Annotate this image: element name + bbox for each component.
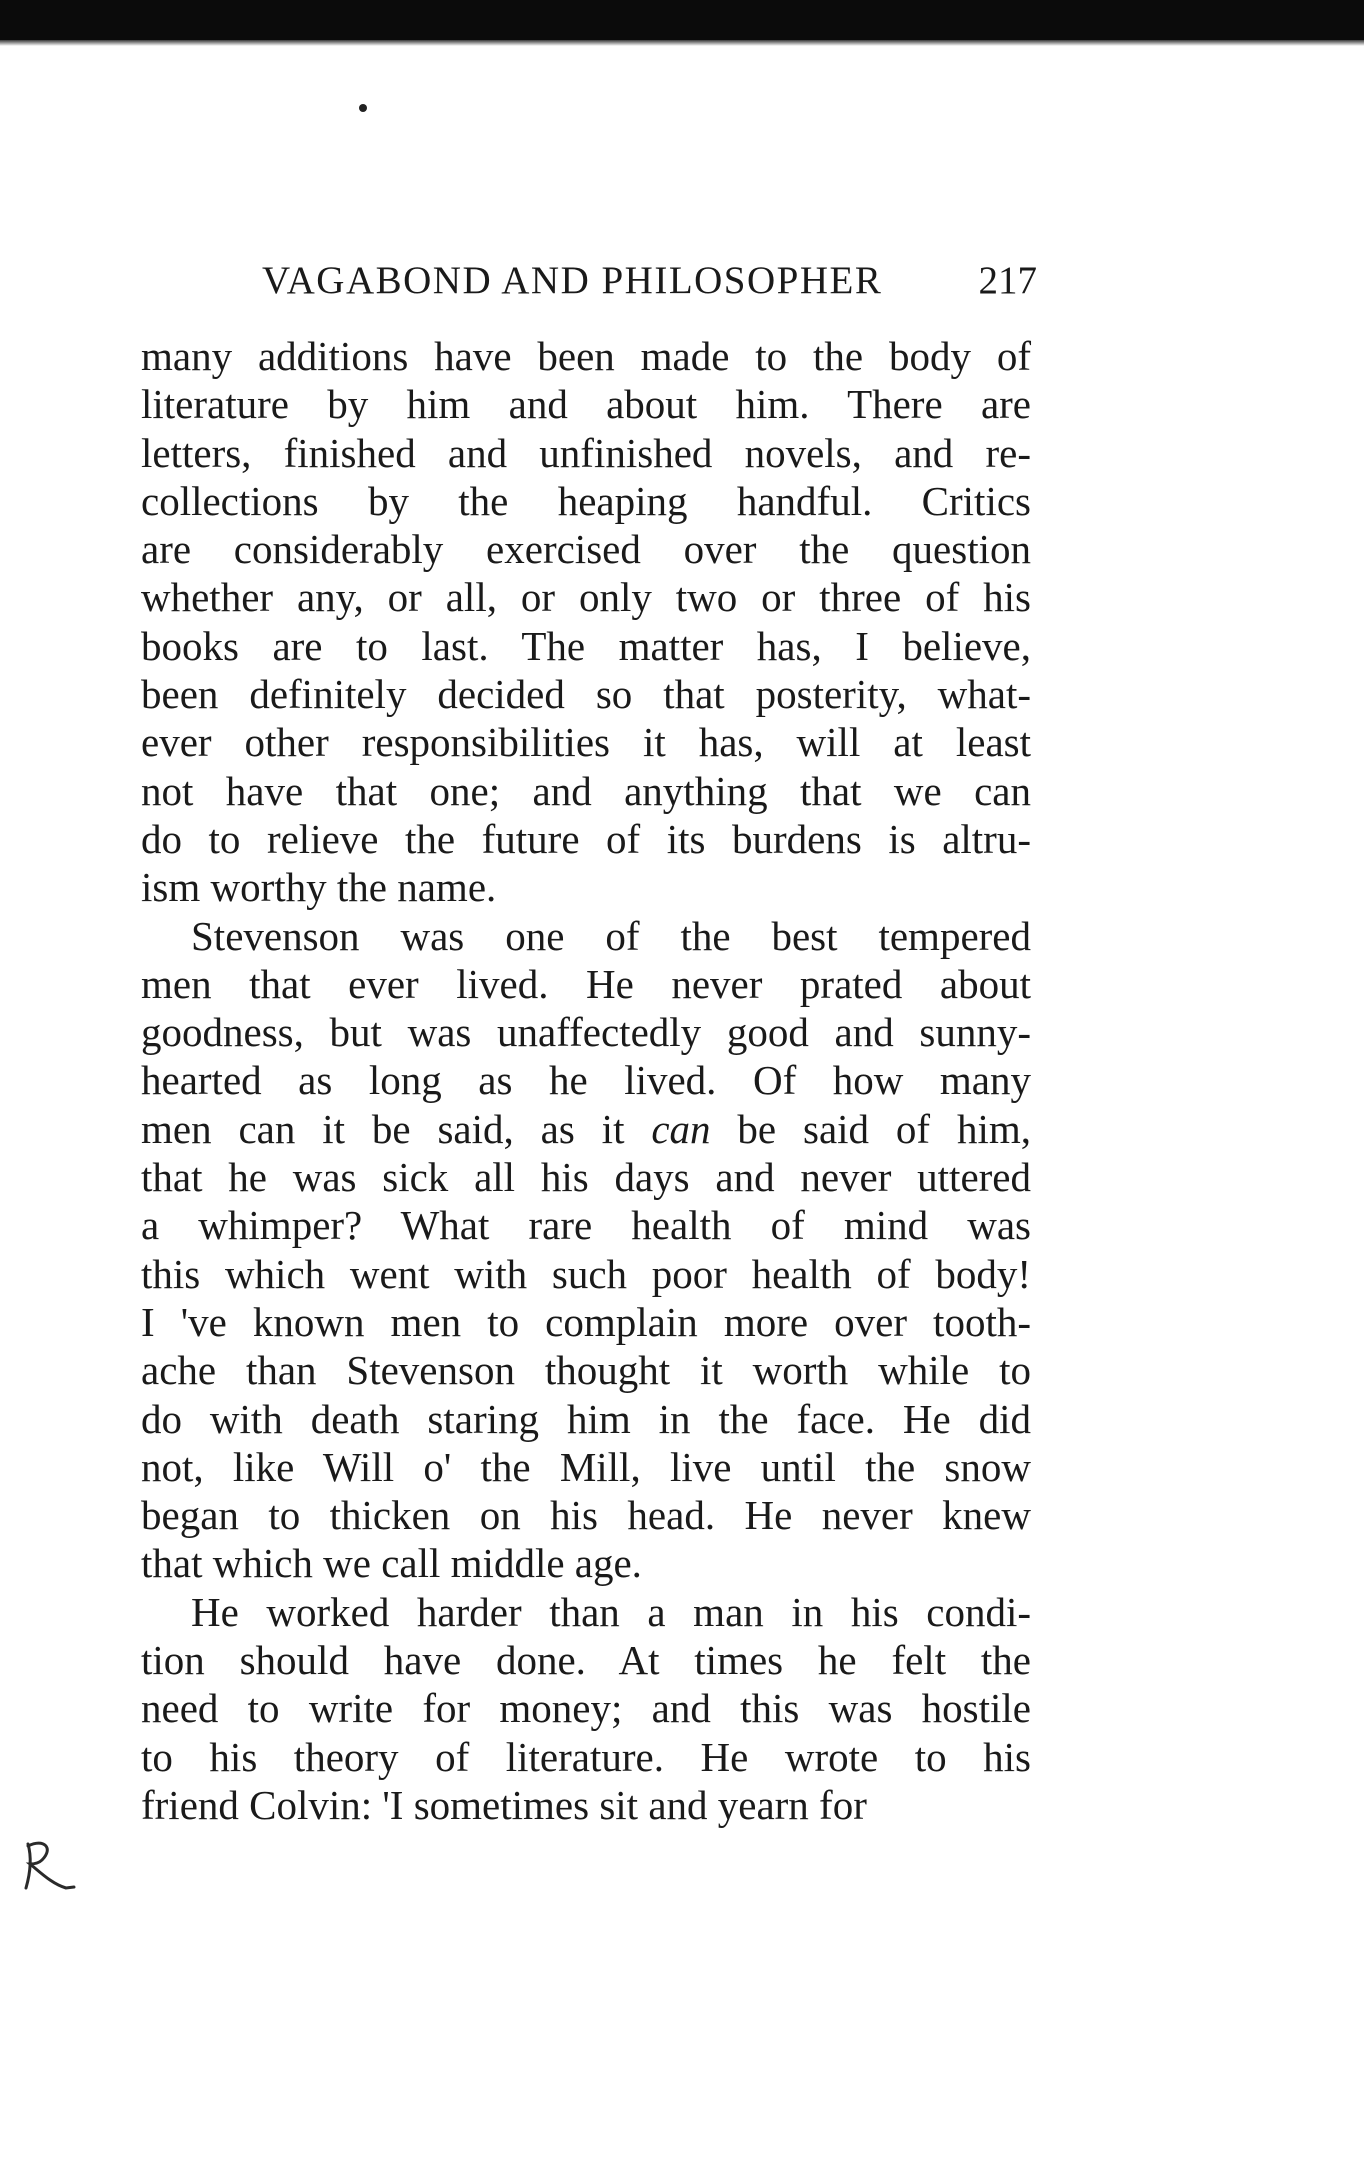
text-line: ism worthy the name. [141,864,497,911]
text-line: literature by him and about him. There are [141,381,1031,428]
running-head [262,258,1037,308]
text-line: this which went with such poor health of body! [141,1250,1031,1297]
text-line: been definitely decided so that posterity, what- [141,671,1031,718]
text-line: that which we call middle age. [141,1540,642,1587]
text-line: need to write for money; and this was hostile [141,1685,1031,1732]
scan-top-border [0,0,1364,40]
scan-border-fringe [0,40,1364,46]
text-line: many additions have been made to the body of [141,333,1031,379]
text-line: that he was sick all his days and never uttered [141,1154,1031,1201]
text-line: books are to last. The matter has, I believe, [141,622,1031,669]
text-line: He worked harder than a man in his condi- [191,1588,1031,1635]
text-line: ache than Stevenson thought it worth while to [141,1347,1031,1394]
text-line: to his theory of literature. He wrote to his [141,1733,1031,1780]
paragraph [141,1588,1031,1829]
handwritten-margin-mark [18,1838,78,1894]
text-line: ever other responsibilities it has, will at least [141,719,1031,766]
ink-speck [359,104,367,112]
text-line: whether any, or all, or only two or three of his [141,574,1031,621]
text-line: men can it be said, as it can be said of him, [141,1105,1031,1152]
text-line: letters, finished and unfinished novels, and re- [141,429,1031,476]
text-line: a whimper? What rare health of mind was [141,1202,1031,1249]
text-line: friend Colvin: 'I sometimes sit and yearn for [141,1781,867,1828]
text-line: goodness, but was unaffectedly good and sunny- [141,1009,1031,1056]
text-line: men that ever lived. He never prated about [141,960,1031,1007]
text-line: I 've known men to complain more over tooth- [141,1298,1031,1345]
text-line: began to thicken on his head. He never knew [141,1492,1031,1539]
running-head-title: VAGABOND AND PHILOSOPHER [262,259,883,302]
text-line: not have that one; and anything that we can [141,767,1031,814]
text-line: tion should have done. At times he felt the [141,1637,1031,1684]
text-line: not, like Will o' the Mill, live until the snow [141,1443,1031,1490]
paragraph [141,332,1031,912]
body-text [141,332,1031,1829]
text-line: hearted as long as he lived. Of how many [141,1057,1031,1104]
page-number: 217 [978,259,1037,302]
text-line: do with death staring him in the face. He did [141,1395,1031,1442]
paragraph [141,912,1031,1588]
text-line: are considerably exercised over the question [141,526,1031,573]
text-line: collections by the heaping handful. Critics [141,477,1031,524]
italic-word: can [651,1105,711,1152]
text-line: do to relieve the future of its burdens is altru- [141,815,1031,862]
text-line: Stevenson was one of the best tempered [191,912,1031,959]
